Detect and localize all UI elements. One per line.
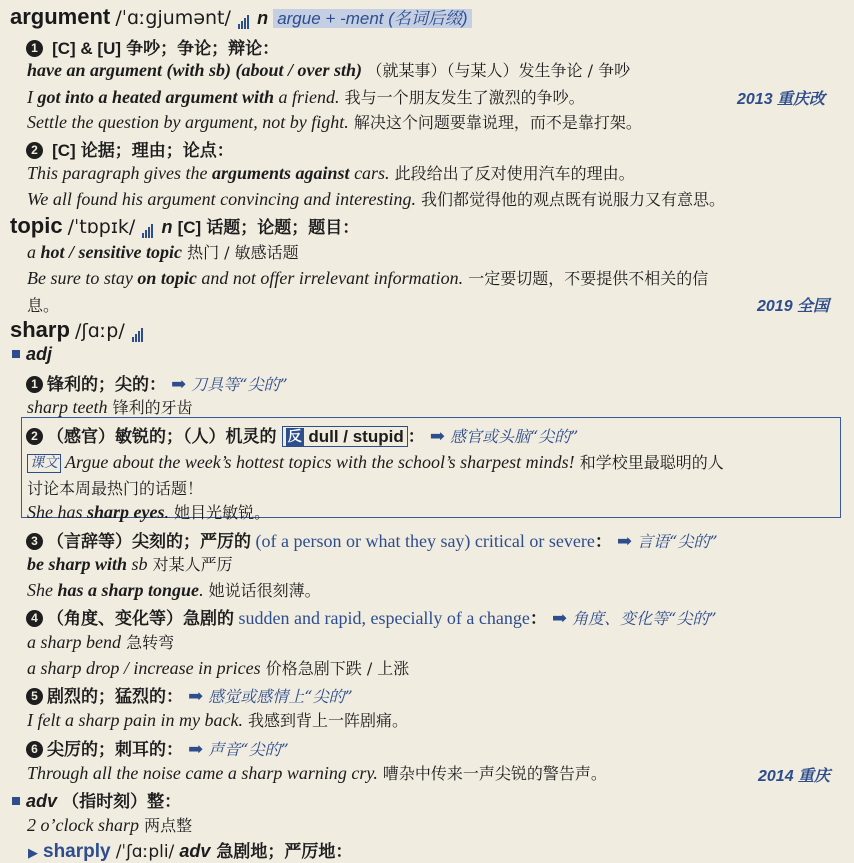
sense-definition: 论据；理由；论点：: [80, 141, 234, 161]
part-of-speech: n: [161, 217, 173, 237]
arrow-right-icon: ➡: [429, 426, 445, 447]
sense-note: 感官或头脑“尖的”: [450, 427, 579, 446]
etymology-note: argue + -ment (名词后缀): [273, 9, 471, 28]
derived-word: sharply: [43, 841, 111, 862]
example-line: [27, 761, 607, 784]
triangle-right-icon: ▶: [28, 846, 38, 861]
headword-argument: argument: [10, 4, 111, 29]
sense-definition: 急剧地；严厉地：: [210, 842, 353, 862]
grammar-code: [C]: [177, 218, 202, 237]
sense-line: [26, 34, 279, 59]
derived-entry-sharply: [28, 837, 352, 863]
arrow-right-icon: ➡: [616, 531, 633, 552]
sense-note: 言语“尖的”: [637, 532, 718, 551]
phrase-zh: （就某事）（与某人）发生争论 / 争吵: [366, 61, 631, 80]
sense-definition: （感官）敏锐的；（人）机灵的: [47, 427, 277, 447]
antonym-box: [282, 426, 408, 447]
phrase-zh: 热门 / 敏感话题: [182, 243, 299, 262]
example-text: sharp teeth: [27, 397, 108, 417]
phrase-line: [27, 240, 299, 263]
example-zh: 和学校里最聪明的人: [574, 453, 724, 472]
example-line: [27, 656, 409, 679]
sense-note: 声音“尖的”: [208, 740, 289, 759]
example-text: Settle the question by argument, not by fight.: [27, 112, 349, 132]
sense-definition: 话题；论题；题目：: [206, 218, 360, 238]
textbook-tag: 课文: [27, 454, 61, 473]
source-label: 2013 重庆改: [737, 91, 826, 108]
example-zh: 我感到背上一阵剧痛。: [242, 711, 409, 730]
audio-bars-icon[interactable]: [238, 10, 250, 29]
example-highlight: got into a heated argument with: [37, 87, 275, 107]
entry-topic-header: [10, 213, 359, 239]
colon: ：: [407, 427, 425, 447]
example-line: [27, 708, 408, 731]
arrow-right-icon: ➡: [171, 374, 187, 395]
sense-number-icon: 4: [26, 610, 43, 627]
example-line: [27, 187, 725, 210]
example-line: [27, 161, 635, 184]
headword-sharp: sharp: [10, 317, 70, 342]
example-text: Through all the noise came a sharp warning cry.: [27, 763, 378, 783]
pos-line: [12, 344, 52, 365]
part-of-speech: adv: [26, 791, 58, 811]
example-highlight: sharp eyes: [87, 502, 165, 522]
grammar-code: [C]: [52, 141, 76, 160]
example-text: Be sure to stay: [27, 268, 138, 288]
part-of-speech: adj: [26, 344, 53, 364]
sense-number-icon: 1: [26, 376, 43, 393]
phrase-line: [27, 552, 233, 575]
antonym-words: dull / stupid: [308, 427, 404, 446]
sense-number-icon: 5: [26, 688, 43, 705]
sense-line: [26, 136, 234, 161]
arrow-right-icon: ➡: [188, 739, 204, 760]
example-zh: 锋利的牙齿: [107, 398, 193, 417]
example-text: I felt a sharp pain in my back.: [27, 710, 243, 730]
sense-definition: （指时刻）整：: [62, 792, 182, 812]
grammar-code: [C] & [U]: [52, 39, 122, 58]
sense-number-icon: 2: [26, 142, 43, 159]
example-zh: 我们都觉得他的观点既有说服力又有意思。: [415, 190, 726, 209]
example-text: I: [27, 87, 38, 107]
bullet-square-icon: [12, 797, 20, 805]
pos-line: [12, 787, 181, 812]
source-label: 2014 重庆: [758, 768, 831, 785]
sense-line: [26, 370, 288, 395]
example-text: cars.: [349, 163, 390, 183]
english-definition: sudden and rapid, especially of a change: [234, 608, 530, 628]
example-text: a sharp drop / increase in prices: [27, 658, 261, 678]
sense-definition: （角度、变化等）急剧的: [47, 609, 234, 629]
example-zh: 两点整: [138, 816, 193, 835]
sense-note: 感觉或感情上“尖的”: [208, 687, 353, 706]
bullet-square-icon: [12, 350, 20, 358]
example-zh: 急转弯: [121, 633, 175, 652]
example-text: .: [164, 502, 169, 522]
sense-definition: 锋利的；尖的：: [47, 375, 166, 395]
entry-sharp-header: [10, 317, 146, 343]
phrase-highlight: hot / sensitive topic: [40, 242, 182, 262]
sense-note: 刀具等“尖的”: [191, 375, 288, 394]
sense-definition: 尖厉的；刺耳的：: [47, 740, 183, 760]
sense-line: [26, 604, 717, 629]
example-zh: 她说话很刻薄。: [203, 581, 321, 600]
part-of-speech: adv: [179, 841, 211, 861]
example-zh: 我与一个朋友发生了激烈的争吵。: [339, 88, 585, 107]
example-highlight: on topic: [137, 268, 197, 288]
sense-definition: 剧烈的；猛烈的：: [47, 687, 183, 707]
sense-line: [26, 527, 718, 552]
phrase-zh: 对某人严厉: [147, 555, 233, 574]
audio-bars-icon[interactable]: [142, 219, 154, 238]
pronunciation: /ˈtɒpɪk/: [67, 216, 136, 238]
example-line: [27, 578, 321, 601]
phrase-text: sb: [127, 554, 148, 574]
colon: ：: [594, 532, 612, 552]
example-line: [27, 85, 585, 108]
example-text: This paragraph gives the: [27, 163, 213, 183]
english-definition: (of a person or what they say) critical or severe: [251, 531, 595, 551]
example-zh: 她目光敏锐。: [169, 503, 271, 522]
example-text: .: [199, 580, 204, 600]
sense-number-icon: 6: [26, 741, 43, 758]
sense-number-icon: 3: [26, 533, 43, 550]
example-line: [27, 395, 193, 418]
phrase-line: [27, 58, 630, 81]
sense-definition: 争吵；争论；辩论：: [126, 39, 280, 59]
example-text: 2 o’clock sharp: [27, 815, 139, 835]
example-zh: 讨论本周最热门的话题！: [27, 479, 204, 498]
sense-line: [26, 682, 353, 707]
part-of-speech: n: [257, 8, 269, 28]
example-line: [27, 110, 642, 133]
example-text: She has: [27, 502, 87, 522]
phrase-text: a: [27, 242, 41, 262]
sense-note: 角度、变化等“尖的”: [572, 609, 717, 628]
antonym-label: 反: [287, 429, 302, 445]
source-label: 2019 全国: [757, 298, 830, 315]
entry-argument-header: [10, 4, 472, 30]
example-zh: 息。: [27, 296, 60, 315]
example-zh: 嘈杂中传来一声尖锐的警告声。: [377, 764, 607, 783]
example-line: [27, 450, 724, 473]
example-zh: 此段给出了反对使用汽车的理由。: [389, 164, 635, 183]
example-zh: 价格急剧下跌 / 上涨: [260, 659, 410, 678]
audio-bars-icon[interactable]: [132, 323, 144, 342]
example-highlight: has a sharp tongue: [57, 580, 200, 600]
example-zh: 一定要切题，不要提供不相关的信: [463, 269, 709, 288]
pronunciation: /ʃɑːp/: [75, 320, 125, 342]
sense-line: [26, 735, 289, 760]
example-text: a friend.: [274, 87, 340, 107]
example-line: [27, 266, 708, 289]
sense-number-icon: 2: [26, 428, 43, 445]
headword-topic: topic: [10, 213, 63, 238]
sense-line: [26, 422, 578, 447]
example-text: and not offer irrelevant information.: [196, 268, 464, 288]
example-line: [27, 630, 174, 653]
phrase-en: have an argument (with sb) (about / over sth): [27, 60, 363, 80]
example-text: We all found his argument convincing and interesting.: [27, 189, 416, 209]
example-highlight: arguments against: [212, 163, 350, 183]
arrow-right-icon: ➡: [551, 608, 568, 629]
phrase-highlight: be sharp with: [27, 554, 128, 574]
example-zh: 解决这个问题要靠说理，而不是靠打架。: [348, 113, 642, 132]
example-text: Argue about the week’s hottest topics with the school’s sharpest minds!: [65, 452, 575, 472]
example-line: [27, 813, 192, 836]
colon: ：: [529, 609, 547, 629]
example-text: She: [27, 580, 58, 600]
sense-definition: （言辞等）尖刻的；严厉的: [47, 532, 251, 552]
pronunciation: /ˈʃɑːpli/: [115, 842, 175, 862]
example-line: [27, 500, 270, 523]
pronunciation: /ˈɑːgjumənt/: [115, 7, 231, 29]
arrow-right-icon: ➡: [188, 686, 204, 707]
example-text: a sharp bend: [27, 632, 121, 652]
sense-number-icon: 1: [26, 40, 43, 57]
